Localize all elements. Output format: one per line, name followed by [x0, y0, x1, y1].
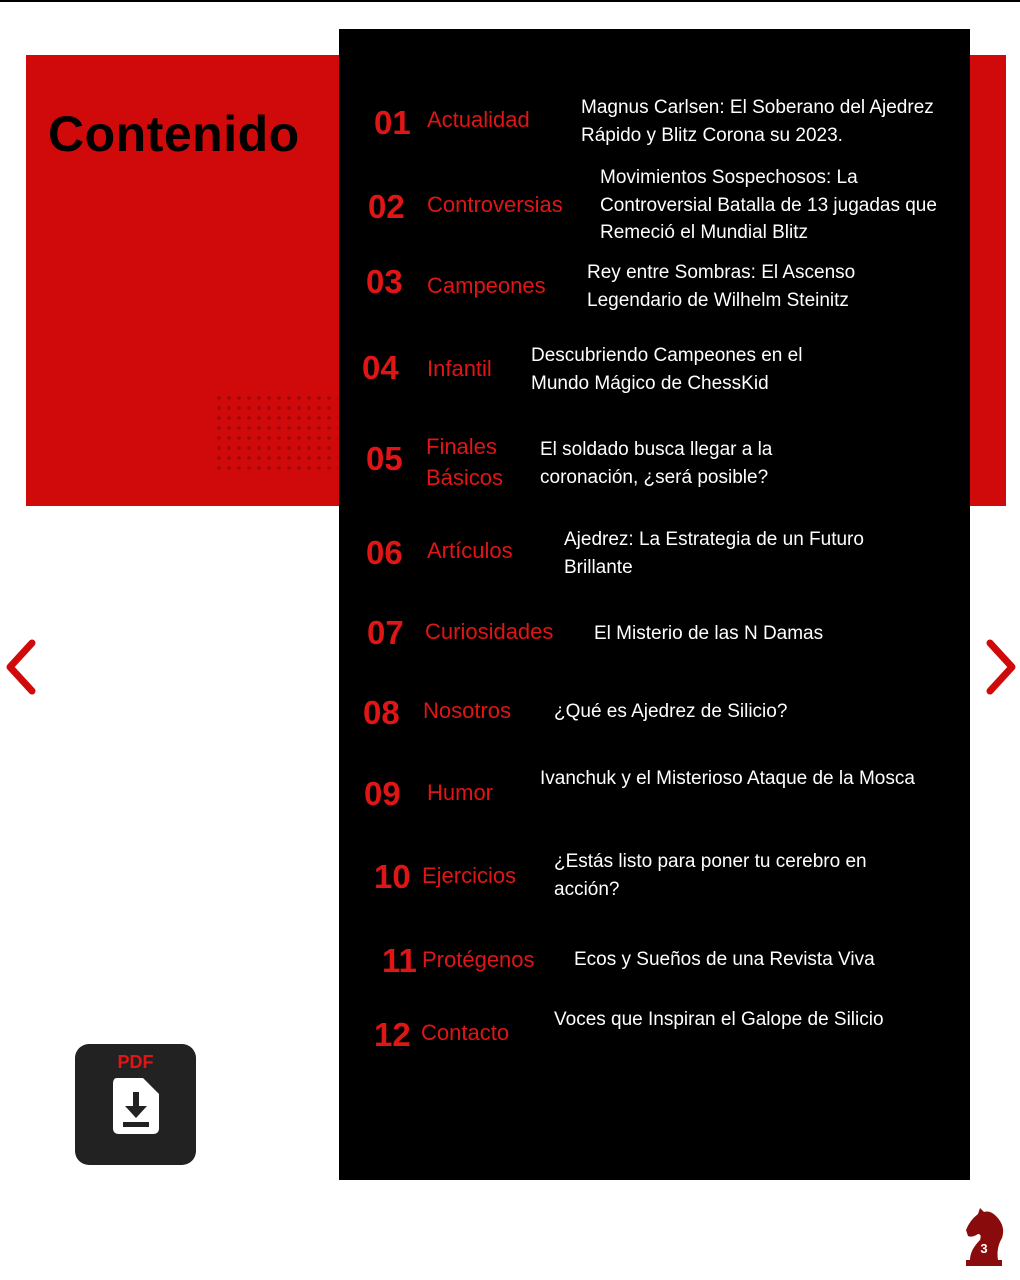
toc-description[interactable]: Ecos y Sueños de una Revista Viva [574, 949, 875, 970]
toc-description[interactable]: Ajedrez: La Estrategia de un Futuro Brillante [564, 529, 864, 578]
toc-number: 10 [374, 858, 411, 895]
pdf-label: PDF [117, 1052, 154, 1072]
toc-category[interactable]: Curiosidades [425, 619, 554, 644]
toc-category[interactable]: Protégenos [422, 947, 535, 972]
toc-description[interactable]: ¿Estás listo para poner tu cerebro en acción? [554, 851, 867, 900]
pdf-download-button[interactable] [75, 1044, 196, 1165]
toc-description[interactable]: Movimientos Sospechosos: La Controversial Batalla de 13 jugadas que Remeció el Mundial Blitz [600, 167, 937, 244]
page-number: 3 [980, 1241, 988, 1256]
toc-category[interactable]: Infantil [427, 356, 492, 381]
toc-description[interactable]: ¿Qué es Ajedrez de Silicio? [554, 701, 788, 722]
toc-number: 06 [366, 534, 403, 571]
toc-description[interactable]: Magnus Carlsen: El Soberano del Ajedrez Rápido y Blitz Corona su 2023. [581, 97, 934, 146]
page-title: Contenido [48, 106, 300, 162]
toc-number: 08 [363, 694, 400, 731]
toc-number: 09 [364, 775, 401, 812]
top-border [0, 0, 1020, 2]
toc-number: 12 [374, 1016, 411, 1053]
toc-category[interactable]: Finales Básicos [426, 434, 504, 490]
toc-category[interactable]: Humor [427, 780, 494, 805]
toc-category[interactable]: Controversias [427, 192, 563, 217]
previous-page-button[interactable] [2, 637, 42, 697]
toc-description[interactable]: Rey entre Sombras: El Ascenso Legendario de Wilhelm Steinitz [587, 262, 856, 311]
toc-number: 11 [382, 942, 417, 979]
toc-category[interactable]: Ejercicios [422, 863, 517, 888]
chevron-left-icon [2, 637, 42, 697]
toc-description[interactable]: El soldado busca llegar a la coronación, ¿será posible? [540, 439, 773, 488]
toc-number: 03 [366, 263, 403, 300]
toc-description[interactable]: El Misterio de las N Damas [594, 623, 824, 644]
toc-category[interactable]: Contacto [421, 1020, 510, 1045]
next-page-button[interactable] [980, 637, 1020, 697]
toc-category[interactable]: Artículos [427, 538, 513, 563]
chevron-right-icon [980, 637, 1020, 697]
toc-category[interactable]: Nosotros [423, 698, 512, 723]
toc-number: 01 [374, 104, 411, 141]
toc-number: 04 [362, 349, 399, 386]
toc-number: 05 [366, 440, 403, 477]
dot-pattern-decoration [214, 393, 338, 471]
toc-category[interactable]: Campeones [427, 273, 546, 298]
toc-description[interactable]: Descubriendo Campeones en el Mundo Mágico de ChessKid [531, 345, 803, 394]
toc-number: 02 [368, 188, 405, 225]
chess-knight-icon [962, 1208, 1006, 1268]
file-download-icon [113, 1078, 159, 1134]
toc-number: 07 [367, 614, 404, 651]
toc-description[interactable]: Ivanchuk y el Misterioso Ataque de la Mosca [540, 768, 915, 789]
toc-description[interactable]: Voces que Inspiran el Galope de Silicio [554, 1009, 884, 1030]
toc-category[interactable]: Actualidad [427, 107, 530, 132]
